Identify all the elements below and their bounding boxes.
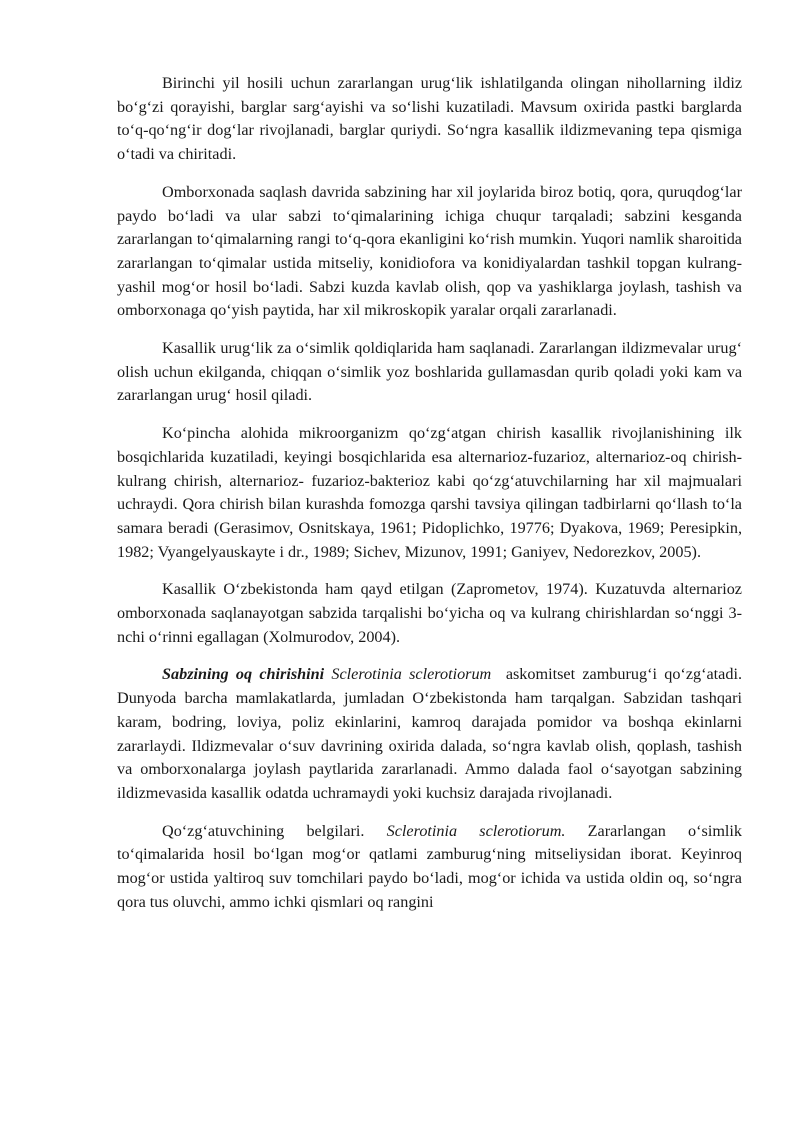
paragraph-text: askomitset zamburug‘i qo‘zg‘atadi. Dunyoda barcha mamlakatlarda, jumladan O‘zbekistonda ham tarqalgan. Sabzidan tashqari karam, bodring, loviya, poliz ekinlarini, kamroq darajada pomidor va boshqa ekinlarni zararlaydi. Ildizmevalar o‘suv davrining oxirida dalada, so‘ngra kavlab olish, qoplash, tashish va omborxonalarga joylash paytlarida zararlanadi. Ammo dalada faol o‘sayotgan sabzining ildizmevasida kasallik odatda uchramaydi yoki kuchsiz darajada rivojlanadi.: [117, 665, 742, 802]
paragraph-text: Omborxonada saqlash davrida sabzining har xil joylarida biroz botiq, qora, quruqdog‘lar paydo bo‘ladi va ular sabzi to‘qimalarining ichiga chuqur tarqaladi; sabzini kesganda zararlangan to‘qimalarning rangi to‘q-qora ekanligini ko‘rish mumkin. Yuqori namlik sharoitida zararlangan to‘qimalar ustida mitseliy, konidiofora va konidiyalardan tashkil topgan kulrang-yashil mog‘or hosil bo‘ladi. Sabzi kuzda kavlab olish, qop va yashiklarga joylash, tashish va omborxonaga qo‘yish paytida, har xil mikroskopik yaralar orqali zararlanadi.: [117, 182, 742, 320]
section-lead: Qo‘zg‘atuvchining belgilari.: [162, 821, 365, 840]
paragraph-text: Ko‘pincha alohida mikroorganizm qo‘zg‘atgan chirish kasallik rivojlanishining ilk bosqichlarida kuzatiladi, keyingi bosqichlarida esa alternarioz-fuzarioz, alternarioz-oq chirish-kulrang chirish, alternarioz- fuzarioz-bakterioz kabi qo‘zg‘atuvchilarning har xil majmualari uchraydi. Qora chirish bilan kurashda fomozga qarshi tavsiya qilingan tadbirlarni qo‘llash to‘la samara beradi (Gerasimov, Osnitskaya, 1961; Pidoplichko, 19776; Dyakova, 1969; Peresipkin, 1982; Vyangelyauskayte i dr., 1989; Sichev, Mizunov, 1991; Ganiyev, Nedorezkov, 2005).: [117, 424, 742, 561]
species-name: Sclerotinia sclerotiorum.: [386, 821, 566, 840]
paragraph-seedling-symptoms: [117, 72, 742, 167]
paragraph-seed-transmission: [117, 337, 742, 408]
species-name: Sclerotinia sclerotiorum: [331, 665, 492, 684]
paragraph-uzbekistan-records: [117, 578, 742, 649]
paragraph-text: Kasallik urug‘lik za o‘simlik qoldiqlarida ham saqlanadi. Zararlangan ildizmevalar urug‘ olish uchun ekilganda, chiqqan o‘simlik yoz boshlarida gullamasdan qurib qoladi yoki kam va zararlangan urug‘ hosil qiladi.: [117, 339, 742, 405]
paragraph-pathogen-signs: [117, 820, 742, 915]
document-page: [117, 72, 742, 929]
paragraph-pathogen-complexes: [117, 422, 742, 564]
paragraph-white-rot: [117, 663, 742, 805]
section-term: Sabzining oq chirishini: [162, 665, 325, 684]
paragraph-text: Zararlangan o‘simlik to‘qimalarida hosil bo‘lgan mog‘or qatlami zamburug‘ning mitseliysidan iborat. Keyinroq mog‘or ustida yaltiroq suv tomchilari paydo bo‘ladi, mog‘or ichida va ustida oldin oq, so‘ngra qora tus oluvchi, ammo ichki qismlari oq rangini: [117, 821, 743, 911]
paragraph-storage-symptoms: [117, 181, 742, 323]
paragraph-text: Birinchi yil hosili uchun zararlangan urug‘lik ishlatilganda olingan nihollarning ildiz bo‘g‘zi qorayishi, barglar sarg‘ayishi va so‘lishi kuzatiladi. Mavsum oxirida pastki barglarda to‘q-qo‘ng‘ir dog‘lar rivojlanadi, barglar quriydi. So‘ngra kasallik ildizmevaning tepa qismiga o‘tadi va chiritadi.: [117, 74, 742, 164]
paragraph-text: Kasallik O‘zbekistonda ham qayd etilgan (Zaprometov, 1974). Kuzatuvda alternarioz omborxonada saqlanayotgan sabzida tarqalishi bo‘yicha oq va kulrang chirishlardan so‘nggi 3-nchi o‘rinni egallagan (Xolmurodov, 2004).: [117, 580, 742, 646]
